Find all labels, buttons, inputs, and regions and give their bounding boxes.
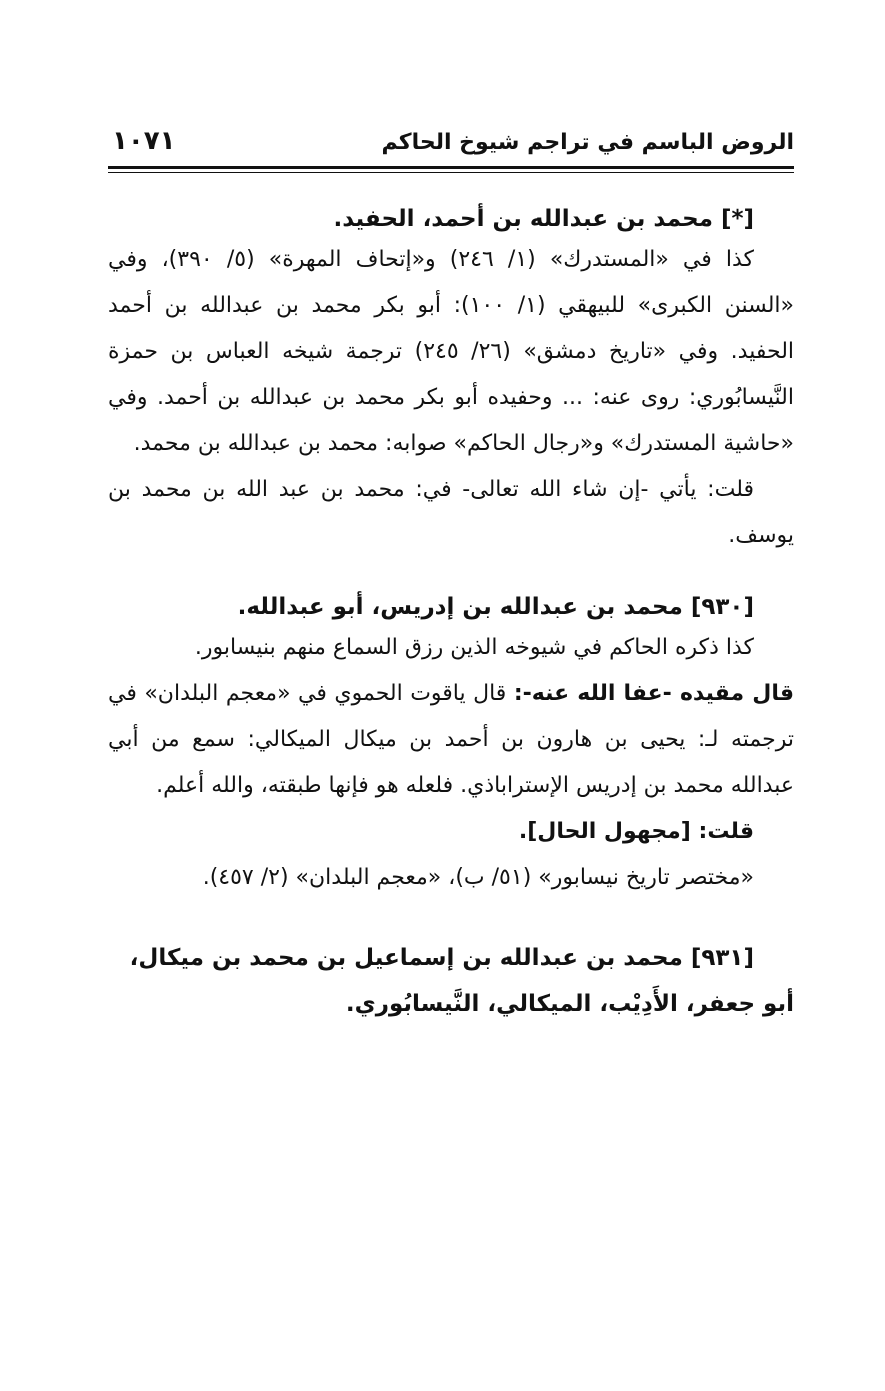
author-note-text: قال ياقوت الحموي في «معجم البلدان» في ترجمته لـ: يحيى بن هارون بن أحمد بن ميكال الميكالي: سمع من أبي عبدالله محمد بن إدريس الإستراباذي. فلعله هو فإنها طبقته، والله أعلم. <box>108 681 794 798</box>
entry-heading-930: [٩٣٠] محمد بن عبدالله بن إدريس، أبو عبدالله. <box>237 594 754 620</box>
entry-930-paragraph-1: كذا ذكره الحاكم في شيوخه الذين رزق السماع منهم بنيسابور. <box>194 635 754 660</box>
entry-heading-star: [*] محمد بن عبدالله بن أحمد، الحفيد. <box>333 206 754 232</box>
header-rule-thin <box>108 172 794 173</box>
author-note-label: قال مقيده -عفا الله عنه-: <box>513 681 794 706</box>
entry-star-paragraph-2: قلت: يأتي -إن شاء الله تعالى- في: محمد بن عبد الله بن محمد بن يوسف. <box>108 477 794 548</box>
entry-930-paragraph-2 <box>108 671 794 809</box>
running-title: الروض الباسم في تراجم شيوخ الحاكم <box>381 130 794 155</box>
page-number: ١٠٧١ <box>112 126 176 156</box>
entry-930-sources: «مختصر تاريخ نيسابور» (٥١/ ب)، «معجم البلدان» (٢/ ٤٥٧). <box>202 865 754 890</box>
document-page <box>108 120 794 1027</box>
entry-930-verdict: قلت: [مجهول الحال]. <box>518 819 754 844</box>
header-rule-thick <box>108 166 794 169</box>
page-header <box>108 120 794 166</box>
entry-heading-931: [٩٣١] محمد بن عبدالله بن إسماعيل بن محمد بن ميكال، أبو جعفر، الأَدِيْب، الميكالي، النَّيسابُوري. <box>129 945 794 1017</box>
entry-star-paragraph-1: كذا في «المستدرك» (١/ ٢٤٦) و«إتحاف المهرة» (٥/ ٣٩٠)، وفي «السنن الكبرى» للبيهقي (١/ ١٠٠): أبو بكر محمد بن عبدالله بن أحمد الحفيد. وفي «تاريخ دمشق» (٢٦/ ٢٤٥) ترجمة شيخه العباس بن حمزة النَّيسابُوري: روى عنه: ... وحفيده أبو بكر محمد بن عبدالله بن أحمد. وفي «حاشية المستدرك» و«رجال الحاكم» صوابه: محمد بن عبدالله بن محمد. <box>108 247 795 456</box>
